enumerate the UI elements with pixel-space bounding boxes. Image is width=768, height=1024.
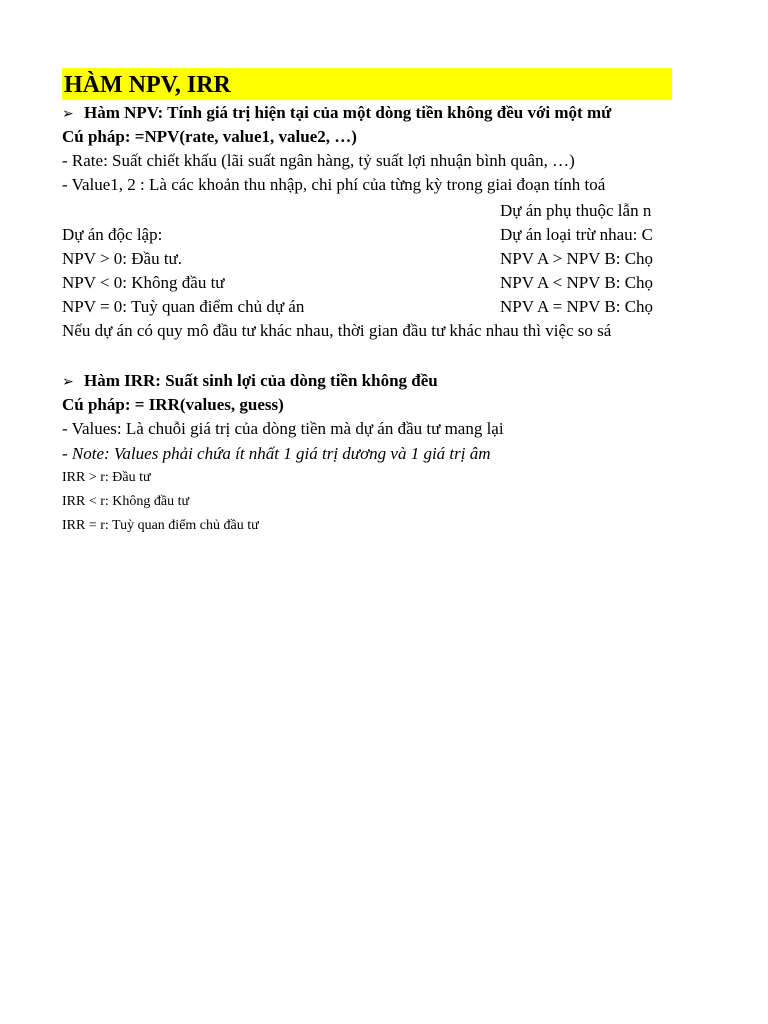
independent-rule: NPV = 0: Tuỳ quan điểm chủ dự án — [62, 297, 305, 316]
title-highlight — [62, 68, 672, 100]
irr-rule: IRR > r: Đầu tư — [62, 470, 151, 485]
npv-note: Nếu dự án có quy mô đầu tư khác nhau, thời gian đầu tư khác nhau thì việc so sá — [62, 321, 612, 340]
npv-value-desc: - Value1, 2 : Là các khoản thu nhập, chi phí của từng kỳ trong giai đoạn tính toá — [62, 175, 606, 194]
arrow-bullet-icon: ➢ — [62, 374, 74, 390]
arrow-bullet-icon: ➢ — [62, 106, 74, 122]
independent-rule: NPV < 0: Không đầu tư — [62, 273, 225, 292]
irr-heading: Hàm IRR: Suất sinh lợi của dòng tiền không đều — [84, 371, 438, 390]
page-title: HÀM NPV, IRR — [64, 72, 231, 98]
irr-note: - Note: Values phải chứa ít nhất 1 giá trị dương và 1 giá trị âm — [62, 444, 491, 463]
independent-rule: NPV > 0: Đầu tư. — [62, 249, 183, 268]
dependent-rule: NPV A < NPV B: Chọ — [500, 273, 654, 292]
irr-syntax: Cú pháp: = IRR(values, guess) — [62, 395, 284, 414]
document-content — [62, 68, 672, 548]
dependent-rule: NPV A = NPV B: Chọ — [500, 297, 654, 316]
dependent-title: Dự án phụ thuộc lẫn n — [500, 201, 652, 220]
irr-rule: IRR < r: Không đầu tư — [62, 494, 190, 509]
dependent-subtitle: Dự án loại trừ nhau: C — [500, 225, 653, 244]
irr-heading-row — [62, 370, 438, 393]
dependent-rule: NPV A > NPV B: Chọ — [500, 249, 654, 268]
npv-rate-desc: - Rate: Suất chiết khấu (lãi suất ngân hàng, tỷ suất lợi nhuận bình quân, …) — [62, 151, 575, 170]
irr-rule: IRR = r: Tuỳ quan điểm chủ đầu tư — [62, 518, 259, 533]
irr-values-desc: - Values: Là chuỗi giá trị của dòng tiền mà dự án đầu tư mang lại — [62, 419, 504, 438]
npv-syntax: Cú pháp: =NPV(rate, value1, value2, …) — [62, 127, 357, 146]
npv-heading-row — [62, 102, 611, 125]
npv-heading: Hàm NPV: Tính giá trị hiện tại của một dòng tiền không đều với một mứ — [84, 103, 612, 122]
independent-title: Dự án độc lập: — [62, 225, 163, 244]
